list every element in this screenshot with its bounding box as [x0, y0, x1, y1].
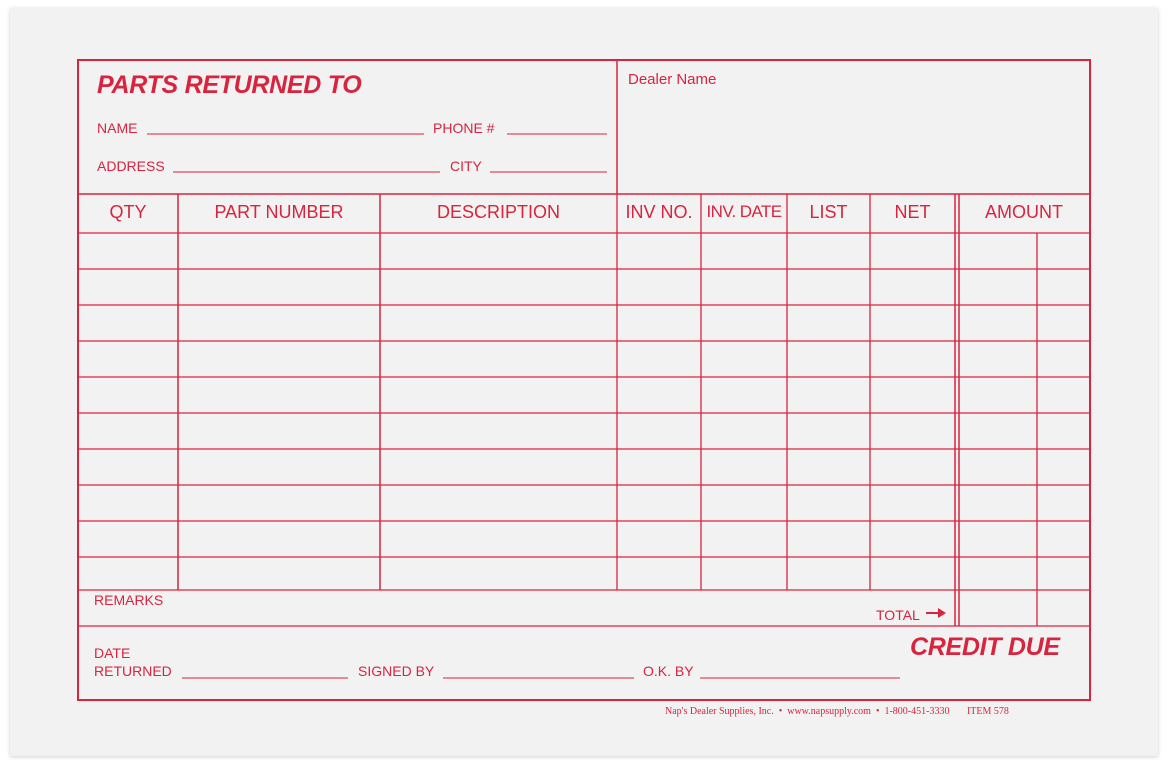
column-header-part-number: PART NUMBER — [214, 202, 344, 222]
form-title: PARTS RETURNED TO — [97, 71, 362, 99]
footer-website: www.napsupply.com — [787, 706, 871, 717]
column-header-inv-no: INV NO. — [625, 202, 693, 222]
city-label: CITY — [450, 158, 482, 174]
remarks-label: REMARKS — [94, 592, 164, 608]
column-header-amount: AMOUNT — [985, 202, 1063, 222]
footer-item: ITEM 578 — [966, 706, 1009, 717]
bullet-icon: • — [778, 706, 783, 717]
column-header-inv-date: INV. DATE — [706, 202, 782, 221]
footer-company: Nap's Dealer Supplies, Inc. — [665, 706, 774, 717]
dealer-name: Dealer Name — [628, 71, 717, 88]
address-label: ADDRESS — [97, 158, 165, 174]
total-label: TOTAL — [876, 607, 920, 623]
form-border — [78, 60, 1090, 700]
column-header-description: DESCRIPTION — [436, 202, 560, 222]
form-sheet — [10, 8, 1158, 756]
name-label: NAME — [97, 120, 138, 136]
footer-line — [665, 707, 1009, 717]
ok-by-label: O.K. BY — [643, 663, 694, 679]
arrow-right-icon — [925, 606, 947, 622]
phone-label: PHONE # — [433, 120, 495, 136]
column-header-list: LIST — [809, 202, 848, 222]
signed-by-label: SIGNED BY — [358, 663, 435, 679]
returned-label: RETURNED — [94, 663, 172, 679]
date-label: DATE — [94, 645, 131, 661]
footer-phone: 1-800-451-3330 — [884, 706, 950, 717]
bullet-icon: • — [875, 706, 880, 717]
column-header-qty: QTY — [109, 202, 147, 222]
credit-due-label: CREDIT DUE — [910, 633, 1060, 661]
column-header-net: NET — [894, 202, 931, 222]
